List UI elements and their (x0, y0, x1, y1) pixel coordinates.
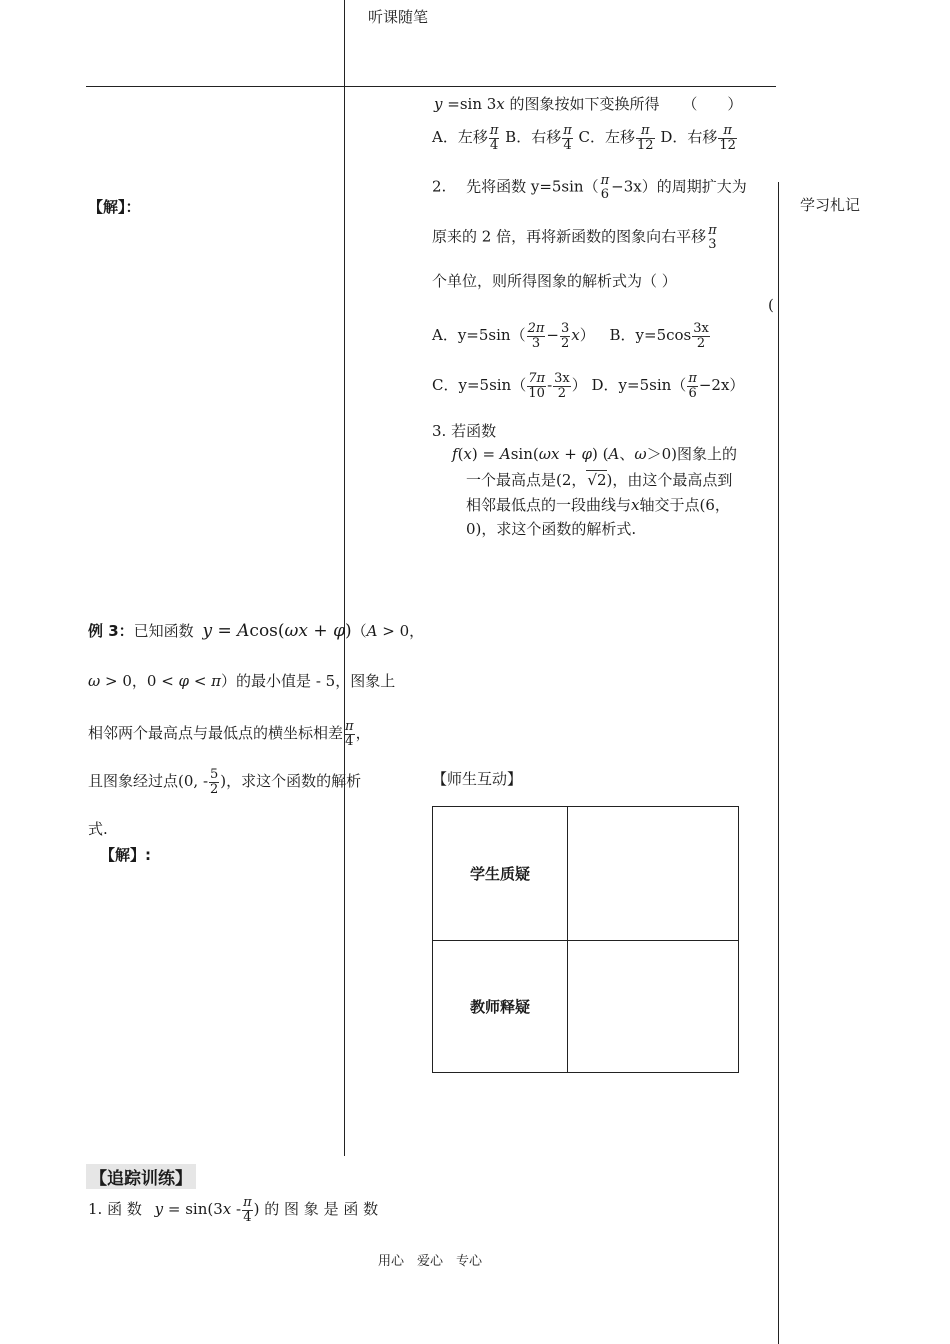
column-divider-right (778, 182, 779, 1344)
q3-line2: f(x) = Asin(ωx + φ) (A、ω＞0)图象上的 (452, 445, 738, 463)
student-questions-cell[interactable] (568, 807, 739, 941)
q1-stem: y =sin 3x 的图象按如下变换所得 （ ） (434, 95, 743, 113)
interaction-table (432, 806, 739, 1073)
page-header-title: 听课随笔 (368, 8, 429, 26)
table-row (433, 807, 739, 941)
example3-line2: ω > 0，0 < φ < π）的最小值是 - 5，图象上 (88, 672, 396, 690)
example3-line5: 式. (88, 820, 108, 838)
q3-line4: 相邻最低点的一段曲线与x轴交于点(6， (466, 496, 730, 514)
tracking-item-1: 1. 函 数 y = sin(3x - $\frac{\pi}{4}$ ) 的 图 象 是 函 数 (88, 1195, 379, 1225)
header-rule (86, 86, 776, 87)
q3-line3: 一个最高点是(2，√2)，由这个最高点到 (466, 471, 733, 489)
interaction-title: 【师生互动】 (432, 770, 523, 788)
tracking-title: 【追踪训练】 (86, 1164, 196, 1189)
q2-line2: 原来的 2 倍，再将新函数的图象向右平移 π 3 (432, 223, 717, 252)
teacher-answers-cell[interactable] (568, 941, 739, 1073)
q2-line3: 个单位，则所得图象的解析式为（ ） (432, 272, 677, 290)
teacher-answers-label: 教师释疑 (433, 941, 568, 1073)
solution-label-1: 【解】： (88, 198, 141, 216)
q2-options-cd: C．y=5sin（ $\frac{7\pi}{10}$ - $\frac{3x}{2}$ ） D．y=5sin（ $\frac{\pi}{6}$ −2x） (432, 371, 745, 401)
q2-line1: 2. 先将函数 y=5sin（ π 6 −3x）的周期扩大为 (432, 173, 747, 202)
q2-stray-paren: ( (768, 296, 774, 314)
example3-line4: 且图象经过点(0, - $\frac{5}{2}$ )，求这个函数的解析 (88, 767, 362, 797)
q3-line5: 0)，求这个函数的解析式. (466, 520, 637, 538)
q1-options: A．左移 $\frac{\pi}{4}$ B．右移 $\frac{\pi}{4}$ C．左移 $\frac{\pi}{12}$ D．右移 $\frac{\pi}{12}$ (432, 123, 736, 153)
student-questions-label: 学生质疑 (433, 807, 568, 941)
example3-line1: 例 3：已知函数 y = Acos(ωx + φ)（A > 0， (88, 621, 425, 641)
study-notes-label: 学习札记 (800, 196, 861, 214)
page-footer: 用心 爱心 专心 (378, 1254, 483, 1269)
example3-line3: 相邻两个最高点与最低点的横坐标相差 $\frac{\pi}{4}$ ， (88, 719, 371, 749)
q2-options-ab: A．y=5sin（ $\frac{2\pi}{3}$ − $\frac{3}{2}$ x） B．y=5cos $\frac{3x}{2}$ (432, 321, 709, 351)
column-divider-left (344, 0, 345, 1156)
q3-label: 3. 若函数 (432, 422, 497, 440)
table-row (433, 941, 739, 1073)
solution-label-2: 【解】: (100, 846, 151, 864)
